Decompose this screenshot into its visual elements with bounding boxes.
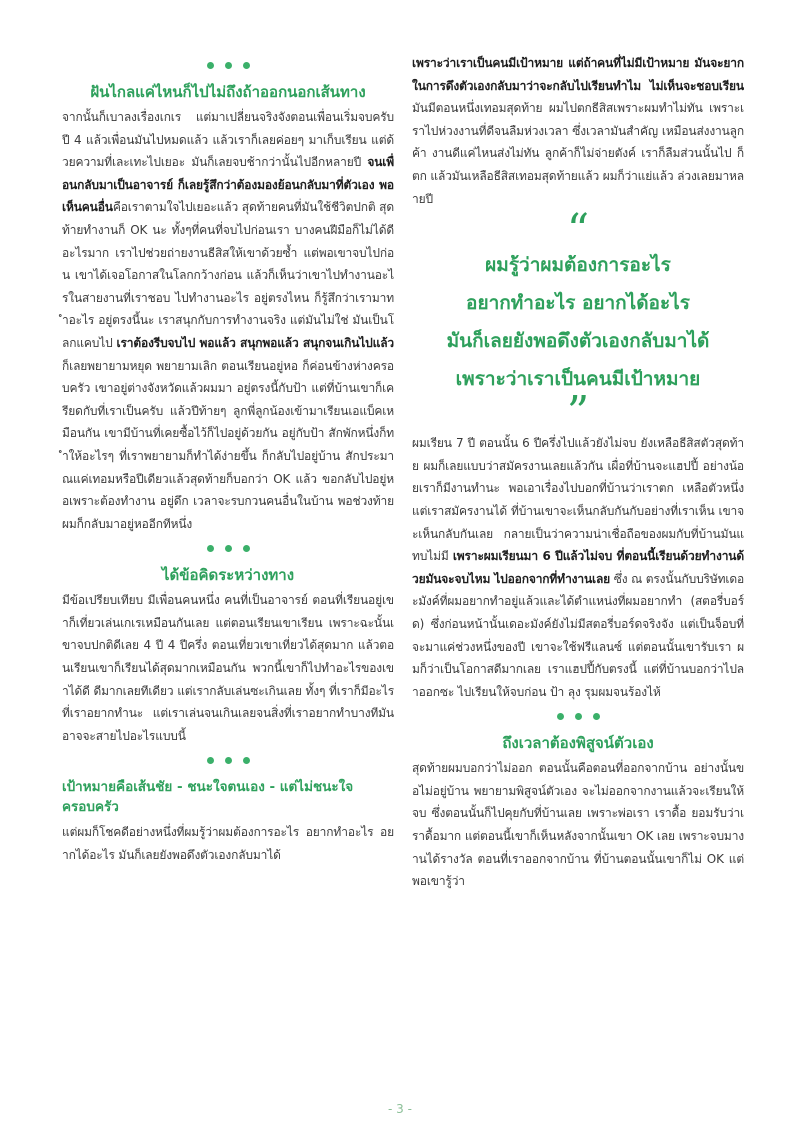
body-text: ผมเรียน 7 ปี ตอนนั้น 6 ปีครึ่งไปแล้วยังไม่จบ ยังเหลือธีสิสตัวสุดท้าย ผมก็เลยแบบว่าสมัครงานเลยแล้วกัน เผื่อที่บ้านจะแฮปปี้ อย่างน้อยเราก็มีงานทำนะ พอเอาเรื่องไปบอกที่บ้านว่าเราตก เหลือตัวหนึ่ง แต่เราสมัครงานได้ ที่บ้านเขาจะเห็นกลับกันกับอย่างที่เราเห็น เขาจะเห็นกลับกันเลย กลายเป็นว่าความน่าเชื่อถือของผมกับที่บ้านมันแทบไม่มี	[412, 436, 744, 564]
section-heading-4: ถึงเวลาต้องพิสูจน์ตัวเอง	[502, 734, 654, 753]
dot-icon	[243, 757, 250, 764]
open-quote-icon: “	[566, 205, 590, 257]
body-text: มันมีตอนหนึ่งเทอมสุดท้าย ผมไปตกธีสิสเพราะผมทำไม่ทัน เพราะเราไปห่วงงานที่ดีจนลืมห่วงเวลา ซึ่งเวลามันสำคัญ เหมือนส่งงานลูกค้า งานดีแค่ไหนส่งไม่ทัน ลูกค้าก็ไม่จ่ายตังค์ เราก็ลืมส่วนนั้นไป ก็ตก แล้วมันเหลือธีสิสเทอมสุดท้ายแล้ว ผมก็ว่าแย่แล้ว ล่วงเลยมาหลายปี	[412, 101, 745, 206]
body-paragraph-2	[412, 432, 744, 703]
section-heading-1: ฝันไกลแค่ไหนก็ไปไม่ถึงถ้าออกนอกเส้นทาง	[90, 83, 366, 101]
section-heading-2: ได้ข้อคิดระหว่างทาง	[161, 566, 295, 585]
intro-paragraph	[412, 52, 744, 210]
dot-icon	[593, 713, 600, 720]
body-text: ก็เลยพยายามหยุด พยายามเลิก ตอนเรียนอยู่หอ ก็ค่อนข้างห่างครอบครัว เขาอยู่ต่างจังหวัดแล้วผมมา อยู่ตรงนี้กับป้า แต่ที่บ้านเขาก็เครียดกับที่เราเป็นครับ แล้วปีท้ายๆ ลูกพี่ลูกน้องเข้ามาเรียนเอแบ็คเหมือนกัน เขามีบ้านที่เคยซื้อไว้ก็ไปอยู่ด้วยกัน อยู่กับป้า สักพักหนึ่งก็ทำให้อะไรๆ ที่เราพยายามก็ทำได้ง่ายขึ้น ก็กลับไปอยู่บ้าน สักประมาณแค่เทอมหรือปีเดียวแล้วสุดท้ายก็บอกว่า OK แล้ว ขอกลับไปอยู่หอเพราะต้องทำงาน อยู่ดึก เวลาจะรบกวนคนอื่นในบ้าน พอช่วงท้ายผมก็กลับมาอยู่หออีกทีหนึ่ง	[62, 358, 394, 531]
quote-line: เพราะว่าเราเป็นคนมีเป้าหมาย	[455, 368, 701, 391]
page-number: - 3 -	[388, 1102, 412, 1116]
dot-icon	[575, 713, 582, 720]
body-text: คือเราตามใจไปเยอะแล้ว สุดท้ายคนที่มันใช้ชีวิตปกติ สุดท้ายทำงานก็ OK นะ ทั้งๆที่คนที่จบไปก่อนเรา บางคนฝีมือก็ไม่ได้ดีอะไรมาก เราไปช่วยถ่ายงานธีสิสให้เขาด้วยซ้ำ แต่พอเขาจบไปก่อน เขาได้เจอโอกาสในโลกกว้างก่อน แล้วก็เห็นว่าเขาไปทำงานอะไรในสายงานที่เราชอบ ไปทำงานอะไร อยู่ตรงไหน ก็รู้สึกว่าเรามาทำอะไร อยู่ตรงนี้นะ เราสนุกกับการทำงานจริง แต่มันไม่ใช่ มันเป็นโลกแคบไป	[62, 200, 394, 350]
right-column	[412, 52, 744, 893]
emphasis-text: เราต้องรีบจบไป พอแล้ว สนุกพอแล้ว สนุกจนเกินไปแล้ว	[116, 335, 395, 350]
quote-line: ผมรู้ว่าผมต้องการอะไร	[485, 254, 671, 277]
section-divider-dots	[62, 58, 394, 72]
emphasis-text: เพราะผมเรียนมา 6 ปีแล้วไม่จบ ที่ตอนนี้เรียนด้วยทำงานด้วยมันจะจบไหม ไปออกจากที่ทำงานเลย	[412, 549, 744, 586]
quote-line: มันก็เลยยังพอดึงตัวเองกลับมาได้	[446, 330, 710, 353]
dot-icon	[225, 545, 232, 552]
emphasis-text: จนเพื่อนกลับมาเป็นอาจารย์ ก็เลยรู้สึกว่าต้องมองย้อนกลับมาที่ตัวเอง พอเห็นคนอื่น	[62, 155, 394, 215]
dot-icon	[557, 713, 564, 720]
body-text: ซึ่ง ณ ตรงนั้นกับบริษัทเดอะมังค์ที่ผมอยากทำอยู่แล้วและได้ตำแหน่งที่ผมอยากทำ (สตอรี่บอร์ด) ซึ่งก่อนหน้านั้นเดอะมังค์ยังไม่มีสตอรี่บอร์ดจริงจัง แต่เป็นจ็อบที่จะมาแค่ช่วงหนึ่งของปี เขาจะใช้ฟรีแลนซ์ แต่ตอนนั้นเขารับเรา ผมก็ว่าเป็นโอกาสดีมากเลย เราแฮปปี้กับตรงนี้ แต่ที่บ้านบอกว่าไปลาออกซะ ไปเรียนให้จบก่อน ป้า ลุง รุมผมจนร้องไห้	[412, 571, 745, 699]
quote-line: อยากทำอะไร อยากได้อะไร	[466, 292, 690, 315]
close-quote-icon: ”	[566, 387, 590, 439]
dot-icon	[243, 545, 250, 552]
dot-icon	[207, 62, 214, 69]
section-3-paragraph: แต่ผมก็โชคดีอย่างหนึ่งที่ผมรู้ว่าผมต้องการอะไร อยากทำอะไร อยากได้อะไร มันก็เลยยังพอดึงตัวเองกลับมาได้	[62, 825, 394, 863]
dot-icon	[225, 757, 232, 764]
dot-icon	[207, 757, 214, 764]
section-4-paragraph: สุดท้ายผมบอกว่าไม่ออก ตอนนั้นคือตอนที่ออกจากบ้าน อย่างนั้นขอไม่อยู่บ้าน พยายามพิสูจน์ตัวเอง จะไม่ออกจากงานแล้วจะเรียนให้จบ ซึ่งตอนนั้นก็ไปคุยกับที่บ้านเลย เพราะพ่อเรา เราดื้อ ยอมรับว่าเราดื้อมาก แต่ตอนนี้เขาก็เห็นหลังจากนั้นเขา OK เลย เพราะจบมางานได้รางวัล ตอนที่เราออกจากบ้าน ที่บ้านตอนนั้นเขาก็ไม่ OK แต่พอเขารู้ว่า	[412, 761, 744, 889]
dot-icon	[225, 62, 232, 69]
left-column	[62, 52, 394, 867]
body-text: จากนั้นก็เบาลงเรื่องเกเร แต่มาเปลี่ยนจริงจังตอนเพื่อนเริ่มจบครับ ปี 4 แล้วเพื่อนมันไปหมดแล้ว แล้วเราก็เลยค่อยๆ มาเก็บเรียน แต่ด้วยความที่เละเทะไปเยอะ มันก็เลยจบช้ากว่านั้นไปอีกหลายปี	[62, 110, 394, 170]
pull-quote	[412, 205, 744, 439]
emphasis-text: เพราะว่าเราเป็นคนมีเป้าหมาย แต่ถ้าคนที่ไม่มีเป้าหมาย มันจะยากในการดึงตัวเองกลับมาว่าจะกลับไปเรียนทำไม ไม่เห็นจะชอบเรียน	[412, 56, 744, 93]
section-2-paragraph: มีข้อเปรียบเทียบ มีเพื่อนคนหนึ่ง คนที่เป็นอาจารย์ ตอนที่เรียนอยู่เขาก็เที่ยวเล่นเกเรเหมือนกันเลย แต่ตอนเรียนเขาเรียน เพราะฉะนั้นเขาจบปกติดีเลย 4 ปี 4 ปีครึ่ง ตอนเที่ยวเขาเที่ยวได้สุดมาก แล้วตอนเรียนเขาก็เรียนได้สุดมากเหมือนกัน พวกนี้เขาก็ไปทำอะไรของเขาได้ดี ดีมากเลยทีเดียว แต่เรากลับเล่นซะเกินเลย ทั้งๆ ที่เราก็มีอะไรที่เราอยากทำนะ แต่เราเล่นจนเกินเลยจนสิ่งที่เราอยากทำบางทีมันอาจจะสายไปอะไรแบบนี้	[62, 593, 394, 743]
dot-icon	[207, 545, 214, 552]
section-divider-dots	[62, 753, 394, 767]
section-1-paragraph	[62, 106, 394, 535]
dot-icon	[243, 62, 250, 69]
section-divider-dots	[62, 541, 394, 555]
section-divider-dots	[412, 709, 744, 723]
section-heading-3: เป้าหมายคือเส้นชัย - ชนะใจตนเอง - แต่ไม่ชนะใจครอบครัว	[62, 779, 354, 816]
